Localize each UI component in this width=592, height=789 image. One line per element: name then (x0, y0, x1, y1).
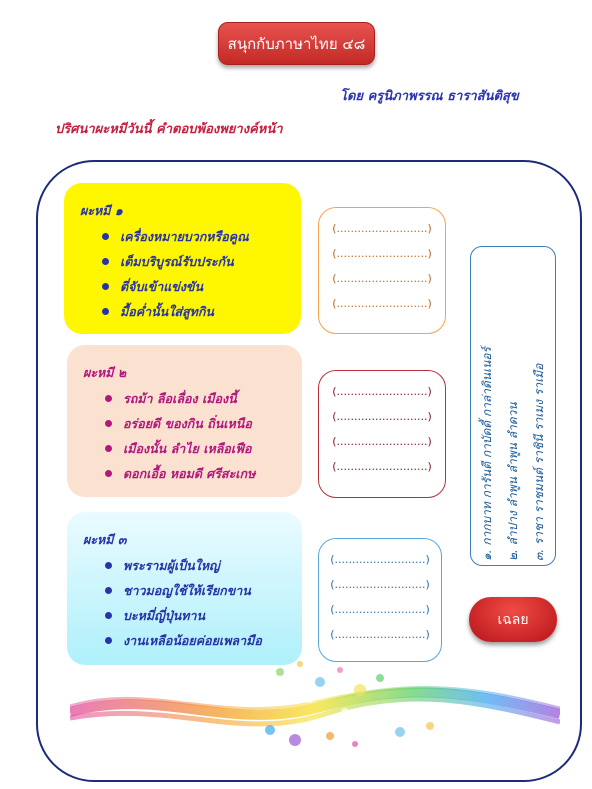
riddle-line: เต็มบริบูรณ์รับประกัน (102, 251, 287, 276)
answer-slot[interactable]: (..........................) (332, 460, 432, 473)
bullet-icon (105, 562, 112, 569)
choices-list (474, 251, 552, 561)
title-button[interactable]: สนุกกับภาษาไทย ๔๘ (218, 22, 375, 65)
answer-slot[interactable]: (..........................) (332, 410, 432, 423)
riddle-line: บะหมี่ญี่ปุ่นทาน (105, 605, 288, 630)
riddle-line: เมืองนั้น ลำไย เหลือเฟือ (105, 438, 288, 463)
riddle-card-2 (67, 345, 302, 497)
bullet-icon (105, 470, 112, 477)
bullet-icon (102, 233, 109, 240)
answer-slot[interactable]: (..........................) (332, 385, 432, 398)
riddle-line: อร่อยดี ของกิน ถิ่นเหนือ (105, 413, 288, 438)
riddle-card-3 (67, 512, 302, 665)
riddle-line: งานเหลือน้อยค่อยเพลามือ (105, 630, 288, 655)
answer-slot[interactable]: (..........................) (330, 603, 430, 616)
bullet-icon (105, 445, 112, 452)
author-credit: โดย ครูนิภาพรรณ ธาราสันติสุข (340, 89, 519, 104)
answer-box-3[interactable] (318, 538, 442, 662)
answer-slot[interactable]: (..........................) (332, 222, 432, 235)
riddle-heading: ผะหมี ๑ (80, 203, 123, 218)
answer-slot[interactable]: (..........................) (330, 578, 430, 591)
bullet-icon (105, 612, 112, 619)
riddle-heading: ผะหมี ๓ (83, 532, 127, 547)
riddle-heading: ผะหมี ๒ (83, 365, 127, 380)
riddle-card-1 (64, 183, 301, 334)
riddle-line: เครื่องหมายบวกหรือคูณ (102, 226, 287, 251)
answer-box-2[interactable] (318, 370, 446, 498)
riddle-line: รถม้า ลือเลื่อง เมืองนี้ (105, 388, 288, 413)
answer-slot[interactable]: (..........................) (332, 247, 432, 260)
answer-slot[interactable]: (..........................) (332, 297, 432, 310)
answer-slot[interactable]: (..........................) (332, 435, 432, 448)
answer-slot[interactable]: (..........................) (330, 628, 430, 641)
bullet-icon (105, 637, 112, 644)
bullet-icon (105, 395, 112, 402)
answer-box-1[interactable] (318, 207, 446, 334)
bullet-icon (102, 283, 109, 290)
rainbow-wave-decoration (70, 652, 560, 752)
choice-line-3: ๓. ราชา ราชมนต์ ราชินี ราเมง ราเมือ (532, 363, 546, 561)
riddle-line: มื้อค่ำนั้นใส่สูทกิน (102, 301, 287, 326)
bullet-icon (105, 420, 112, 427)
bullet-icon (105, 587, 112, 594)
riddle-line: พระรามผู้เป็นใหญ่ (105, 555, 288, 580)
choice-line-1: ๑. กากบาท การันตี กาบัดดี้ กาล่าดินเนอร์ (480, 347, 494, 561)
choices-panel (470, 246, 556, 566)
answer-slot[interactable]: (..........................) (330, 553, 430, 566)
bullet-icon (102, 258, 109, 265)
choice-line-2: ๒. ลำปาง ลำพูน ลำพูน ลำดวน (506, 402, 520, 561)
reveal-answer-button[interactable]: เฉลย (469, 597, 557, 642)
riddle-line: ชาวมอญใช้ให้เรียกขาน (105, 580, 288, 605)
instruction-text: ปริศนาผะหมีวันนี้ คำตอบพ้องพยางค์หน้า (55, 122, 283, 137)
riddle-line: ดอกเอื้อ หอมดี ศรีสะเกษ (105, 463, 288, 488)
bullet-icon (102, 308, 109, 315)
answer-slot[interactable]: (..........................) (332, 272, 432, 285)
riddle-line: ตี่จับเข้าแข่งขัน (102, 276, 287, 301)
